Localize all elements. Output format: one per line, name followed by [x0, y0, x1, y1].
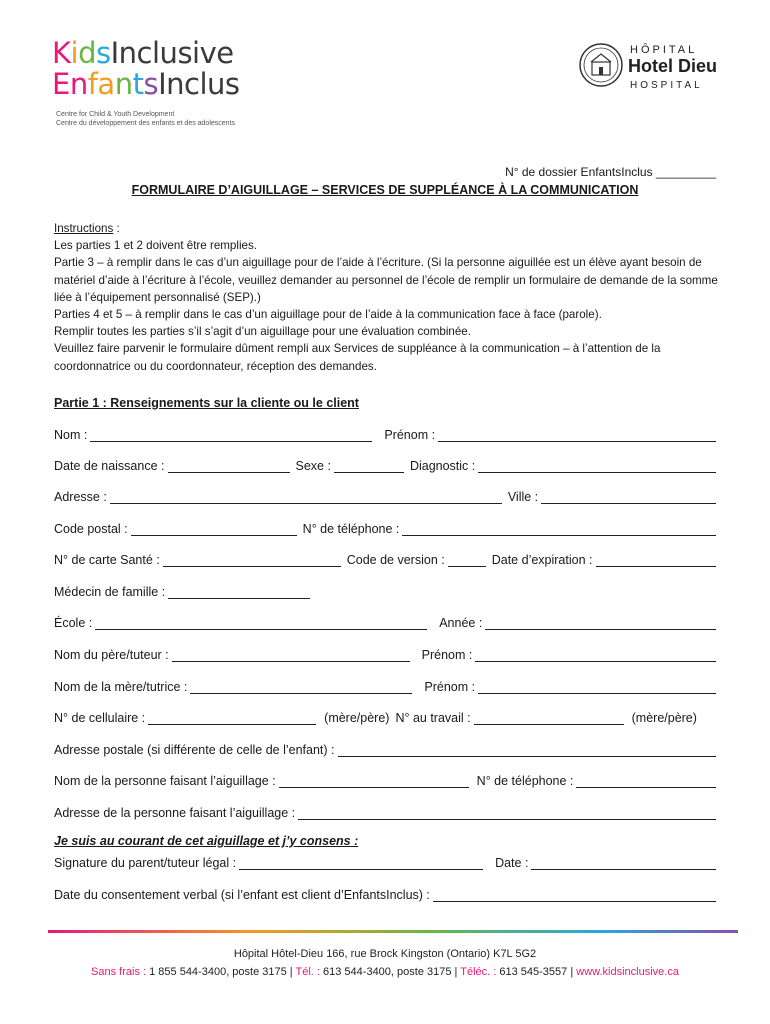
aiguilleur-field[interactable]	[279, 775, 469, 788]
instruction-line: Veuillez faire parvenir le formulaire dûment rempli aux Services de suppléance à la communication – à l’attention de la coordonnatrice ou du coordonnateur, réception des demandes.	[54, 342, 661, 373]
row-pere	[54, 644, 716, 662]
hospital-top: HÔPITAL	[630, 44, 698, 56]
label-prenom: Prénom :	[384, 428, 436, 442]
cellulaire-field[interactable]	[148, 712, 316, 725]
instruction-line: Parties 4 et 5 – à remplir dans le cas d’un aiguillage pour de l’aide à la communication face à face (parole).	[54, 308, 602, 322]
section-1-heading: Partie 1 : Renseignements sur la cliente ou le client	[54, 396, 359, 410]
label-sexe: Sexe :	[295, 459, 331, 473]
row-postale	[54, 739, 716, 757]
label-sante: N° de carte Santé :	[54, 553, 160, 567]
naissance-field[interactable]	[168, 460, 290, 473]
instructions-colon: :	[113, 222, 120, 235]
label-adresse: Adresse :	[54, 490, 107, 504]
label-prenom-pere: Prénom :	[421, 648, 473, 662]
row-verbal	[54, 884, 716, 902]
prenom-field[interactable]	[438, 429, 716, 442]
label-aiguilleur: Nom de la personne faisant l’aiguillage :	[54, 774, 276, 788]
consent-heading: Je suis au courant de cet aiguillage et j’y consens :	[54, 834, 359, 848]
label-annee: Année :	[439, 616, 483, 630]
label-mere-pere-1: (mère/père)	[324, 711, 390, 725]
label-ecole: École :	[54, 616, 93, 630]
footer-contacts	[0, 966, 770, 978]
logo-sub-fr: Centre du développement des enfants et des adolescents	[56, 120, 236, 127]
footer-value-sans-frais: 1 855 544-3400, poste 3175	[146, 966, 290, 978]
pere-field[interactable]	[172, 649, 410, 662]
medecin-field[interactable]	[168, 586, 310, 599]
label-ville: Ville :	[507, 490, 539, 504]
postal-field[interactable]	[131, 523, 297, 536]
diagnostic-field[interactable]	[478, 460, 716, 473]
label-diagnostic: Diagnostic :	[409, 459, 476, 473]
instructions-heading: Instructions	[54, 222, 114, 235]
row-sante	[54, 549, 716, 567]
date-field[interactable]	[531, 857, 716, 870]
label-postal: Code postal :	[54, 522, 128, 536]
footer-label-telec: Téléc. :	[457, 966, 497, 978]
nom-field[interactable]	[90, 429, 372, 442]
label-mere: Nom de la mère/tutrice :	[54, 680, 188, 694]
label-prenom-mere: Prénom :	[424, 680, 476, 694]
instruction-line: Les parties 1 et 2 doivent être remplies.	[54, 239, 257, 253]
instruction-line: Remplir toutes les parties s’il s’agit d’un aiguillage pour une évaluation combinée.	[54, 325, 471, 339]
telephone-field[interactable]	[402, 523, 716, 536]
hotel-dieu-logo	[578, 42, 718, 102]
travail-field[interactable]	[474, 712, 624, 725]
label-naissance: Date de naissance :	[54, 459, 165, 473]
adr-aiguilleur-field[interactable]	[298, 807, 716, 820]
row-nom	[54, 424, 716, 442]
row-adresse	[54, 486, 716, 504]
footer-value-telec: 613 545-3557	[496, 966, 571, 978]
label-travail: N° au travail :	[395, 711, 471, 725]
form-title: FORMULAIRE D’AIGUILLAGE – SERVICES DE SUPPLÉANCE À LA COMMUNICATION	[131, 183, 639, 197]
row-postal	[54, 518, 716, 536]
label-medecin: Médecin de famille :	[54, 585, 166, 599]
hospital-name: Hotel Dieu	[628, 56, 718, 76]
expiration-field[interactable]	[596, 554, 717, 567]
label-nom: Nom :	[54, 428, 88, 442]
label-mere-pere-2: (mère/père)	[631, 711, 697, 725]
postale-field[interactable]	[338, 744, 717, 757]
label-verbal: Date du consentement verbal (si l’enfant est client d’EnfantsInclus) :	[54, 888, 430, 902]
label-telephone: N° de téléphone :	[302, 522, 400, 536]
label-cellulaire: N° de cellulaire :	[54, 711, 146, 725]
footer-separator: |	[454, 966, 458, 978]
row-adr-aiguilleur	[54, 802, 716, 820]
signature-field[interactable]	[239, 857, 483, 870]
instructions	[54, 220, 724, 375]
label-postale: Adresse postale (si différente de celle de l’enfant) :	[54, 743, 335, 757]
row-naissance	[54, 455, 716, 473]
prenom-mere-field[interactable]	[478, 681, 716, 694]
logo-sub-en: Centre for Child & Youth Development	[56, 111, 175, 118]
logo-line-1: KidsInclusive	[52, 36, 234, 70]
logo-subtitle	[52, 110, 282, 128]
footer-address: Hôpital Hôtel-Dieu 166, rue Brock Kingston (Ontario) K7L 5G2	[233, 948, 537, 960]
prenom-pere-field[interactable]	[475, 649, 716, 662]
annee-field[interactable]	[485, 617, 716, 630]
label-signature: Signature du parent/tuteur légal :	[54, 856, 237, 870]
row-cellulaire	[54, 707, 716, 725]
tel-aiguilleur-field[interactable]	[576, 775, 716, 788]
sexe-field[interactable]	[334, 460, 404, 473]
label-adr-aiguilleur: Adresse de la personne faisant l’aiguillage :	[54, 806, 296, 820]
footer-rule	[48, 930, 738, 933]
hospital-bottom: HOSPITAL	[630, 80, 703, 91]
row-ecole	[54, 612, 716, 630]
footer-label-tel: Tél. :	[292, 966, 320, 978]
logo-enfants: Enfants	[52, 67, 159, 101]
kidsinclusive-logo	[52, 38, 282, 138]
verbal-field[interactable]	[433, 889, 716, 902]
footer-label-sans-frais: Sans frais :	[91, 966, 147, 978]
row-mere	[54, 676, 716, 694]
footer-value-tel: 613 544-3400, poste 3175	[319, 966, 455, 978]
label-version: Code de version :	[346, 553, 445, 567]
footer-website-link[interactable]: www.kidsinclusive.ca	[573, 966, 679, 978]
label-pere: Nom du père/tuteur :	[54, 648, 169, 662]
instruction-line: Partie 3 – à remplir dans le cas d’un aiguillage pour de l’aide à l’écriture. (Si la personne aiguillée est un élève ayant besoin de matériel d’aide à l’écriture à l’école, veuillez demander au personnel de l’école de remplir un formulaire de demande de la somme liée à l’équipement personnalisé (SEP).)	[54, 256, 718, 304]
logo-line-2: EnfantsInclus	[52, 67, 240, 101]
row-aiguilleur	[54, 770, 716, 788]
label-tel-aiguilleur: N° de téléphone :	[476, 774, 574, 788]
label-date: Date :	[495, 856, 529, 870]
mere-field[interactable]	[190, 681, 412, 694]
row-signature	[54, 852, 716, 870]
footer-separator: |	[289, 966, 293, 978]
row-medecin	[54, 581, 716, 599]
version-field[interactable]	[448, 554, 486, 567]
ville-field[interactable]	[541, 491, 716, 504]
footer-separator: |	[570, 966, 574, 978]
label-expiration: Date d’expiration :	[491, 553, 593, 567]
sante-field[interactable]	[163, 554, 341, 567]
dossier-number[interactable]: N° de dossier EnfantsInclus _________	[505, 165, 716, 179]
hospital-seal-icon	[578, 42, 624, 88]
adresse-field[interactable]	[110, 491, 502, 504]
logo-kids: Kids	[52, 36, 111, 70]
ecole-field[interactable]	[95, 617, 427, 630]
